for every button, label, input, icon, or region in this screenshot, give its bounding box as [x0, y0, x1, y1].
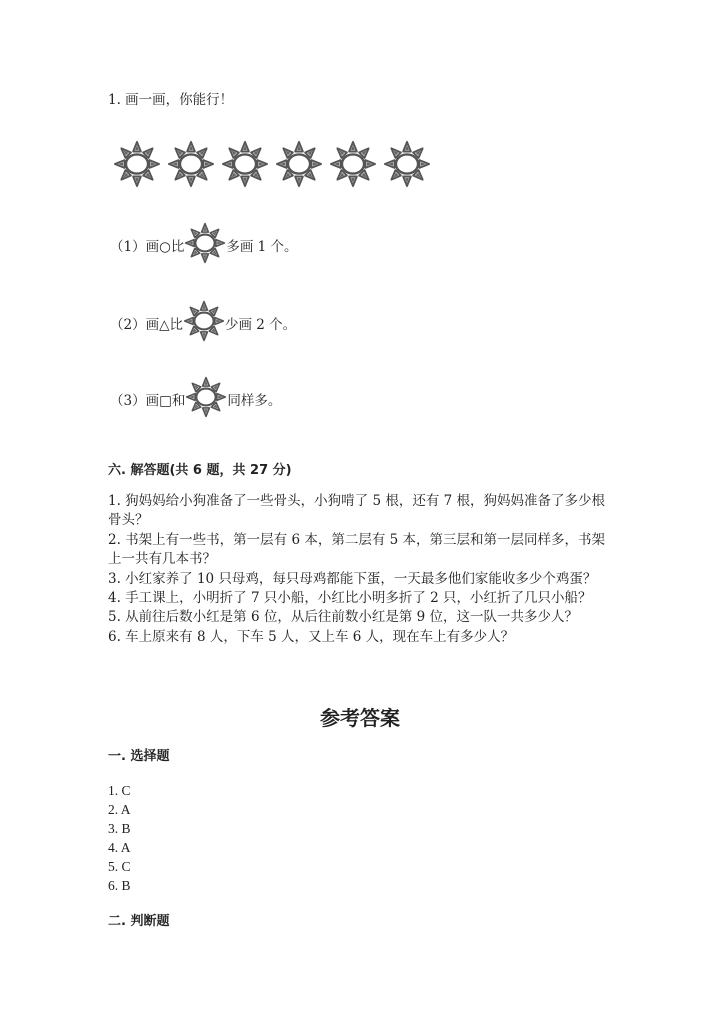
sun-row: [113, 140, 431, 192]
sub-question-3: [110, 376, 281, 422]
sun-icon: [183, 300, 225, 346]
question-1-title: 1. 画一画，你能行！: [108, 92, 234, 108]
answer-item: 1. C: [108, 783, 131, 798]
answer-item: 2. A: [108, 802, 131, 817]
sun-icon: [185, 376, 227, 422]
answer-item: 6. B: [108, 878, 131, 893]
answers-part2-heading: 二. 判断题: [108, 914, 170, 929]
question-item: 2. 书架上有一些书，第一层有 6 本，第二层有 5 本，第三层和第一层同样多，书架上一共有几本书？: [108, 531, 606, 568]
answer-list: [108, 781, 131, 895]
question-item: 1. 狗妈妈给小狗准备了一些骨头，小狗啃了 5 根，还有 7 根，狗妈妈准备了多少根骨头？: [108, 493, 606, 529]
answers-part1-heading: 一. 选择题: [108, 749, 170, 764]
sun-icon: [221, 140, 269, 192]
sub-question-1: [110, 222, 298, 268]
section-6-heading: 六. 解答题(共 6 题，共 27 分): [108, 463, 292, 478]
answer-item: 4. A: [108, 840, 131, 855]
sun-icon: [329, 140, 377, 192]
sun-icon: [113, 140, 161, 192]
question-item: 6. 车上原来有 8 人，下车 5 人，又上车 6 人，现在车上有多少人？: [108, 628, 515, 645]
sub-question-suffix: 同样多。: [227, 393, 282, 409]
question-item: 4. 手工课上，小明折了 7 只小船，小红比小明多折了 2 只，小红折了几只小船？: [108, 590, 592, 607]
answers-title: 参考答案: [320, 706, 400, 730]
answer-item: 5. C: [108, 859, 131, 874]
sub-question-prefix: （3）画□和: [110, 393, 186, 409]
question-item: 3. 小红家养了 10 只母鸡，每只母鸡都能下蛋，一天最多他们家能收多少个鸡蛋？: [108, 570, 597, 587]
question-item: 5. 从前往后数小红是第 6 位，从后往前数小红是第 9 位，这一队一共多少人？: [108, 609, 579, 626]
sub-question-prefix: （1）画○比: [110, 239, 185, 255]
sun-icon: [275, 140, 323, 192]
sub-question-2: [110, 300, 296, 346]
sun-icon: [167, 140, 215, 192]
sub-question-suffix: 多画 1 个。: [226, 239, 298, 255]
question-list: [108, 492, 616, 647]
sub-question-prefix: （2）画△比: [110, 317, 183, 333]
sun-icon: [383, 140, 431, 192]
sun-icon: [184, 222, 226, 268]
sub-question-suffix: 少画 2 个。: [224, 317, 297, 333]
answer-item: 3. B: [108, 821, 131, 836]
